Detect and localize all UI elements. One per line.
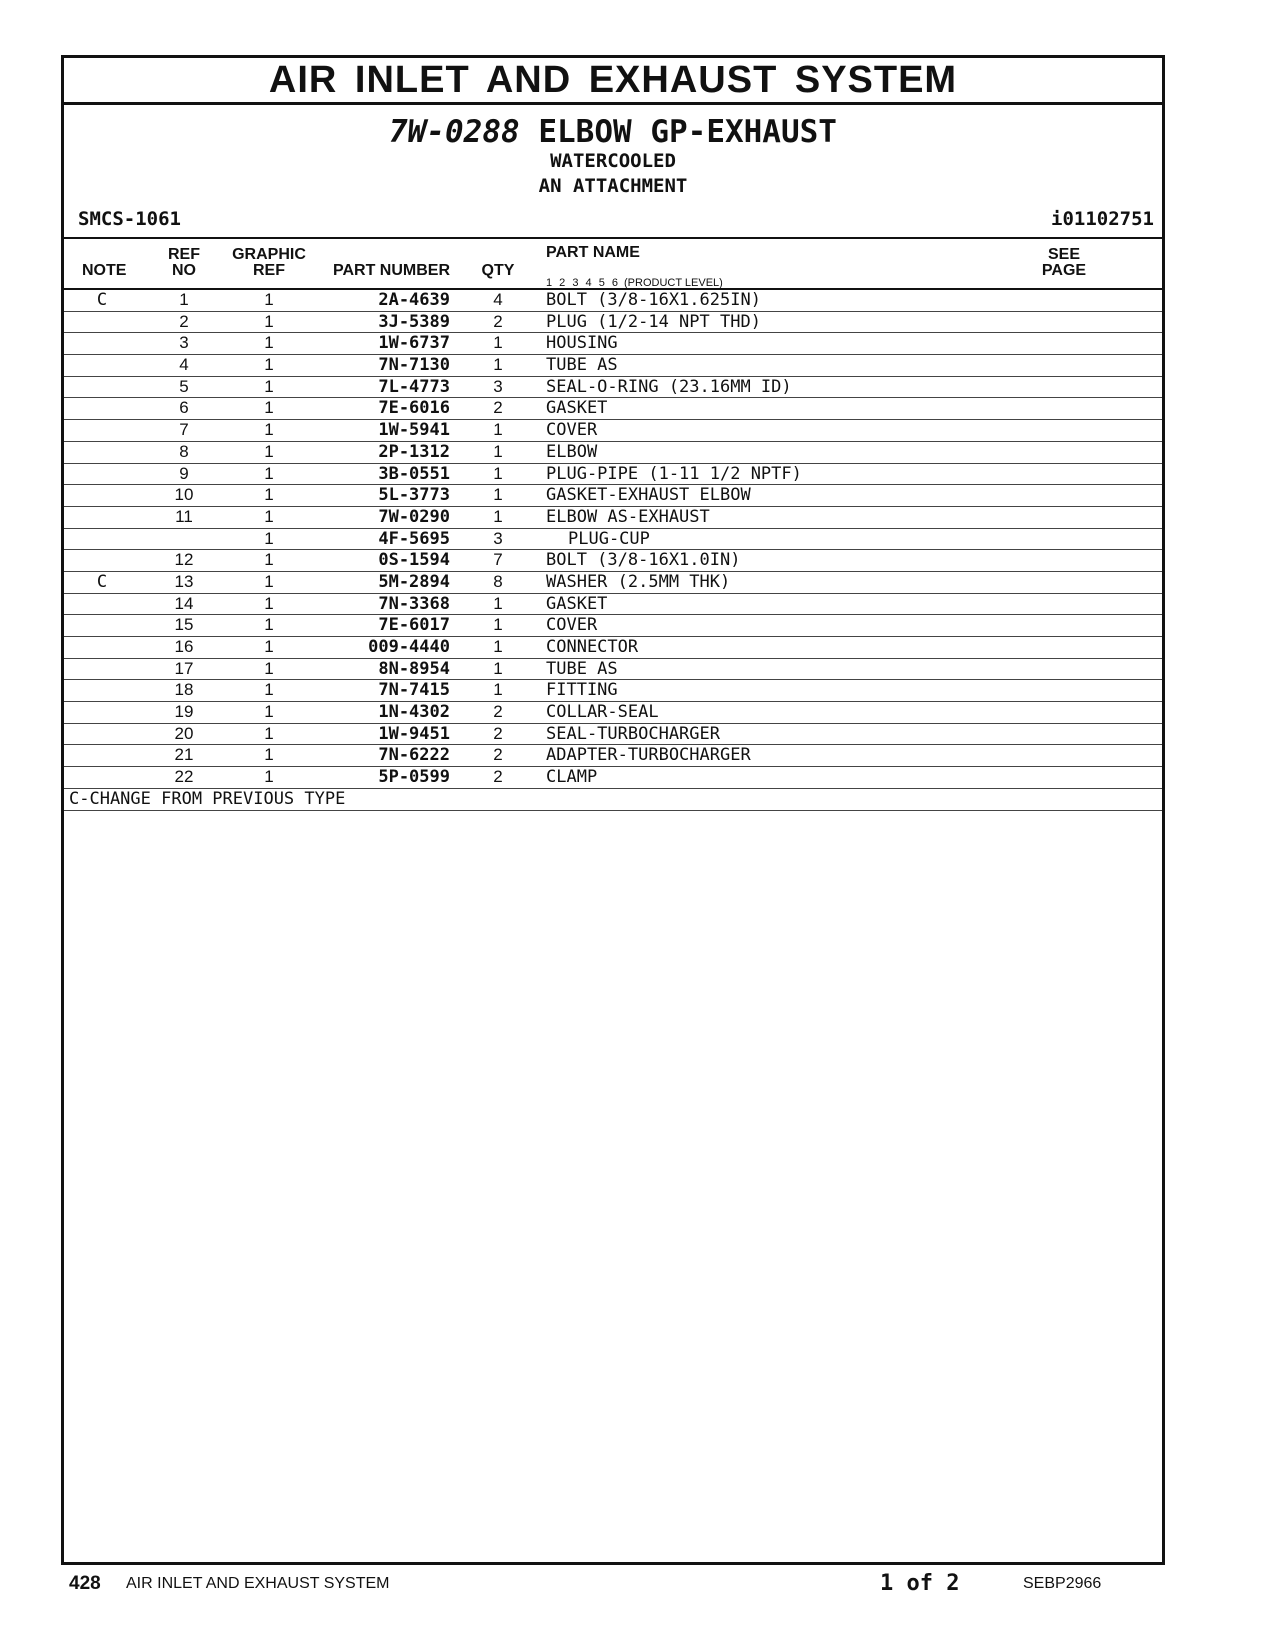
group-number: 7W-0288 — [389, 114, 520, 150]
cell-ref-no: 6 — [179, 398, 189, 418]
cell-graphic-ref: 1 — [264, 463, 274, 483]
col-note-header: NOTE — [82, 262, 127, 279]
cell-part-name: HOUSING — [546, 333, 618, 354]
group-title — [64, 115, 1162, 149]
cell-qty: 1 — [493, 420, 503, 440]
cell-part-number: 2A-4639 — [378, 290, 450, 310]
cell-graphic-ref: 1 — [264, 355, 274, 375]
cell-part-number: 009-4440 — [368, 637, 450, 657]
cell-part-name: GASKET — [546, 593, 608, 614]
table-row — [64, 745, 1162, 767]
cell-ref-no: 21 — [174, 745, 194, 765]
cell-part-number: 0S-1594 — [378, 550, 450, 571]
sheet-count: 1 of 2 — [880, 1571, 960, 1596]
cell-ref-no: 11 — [175, 506, 193, 526]
cell-part-number: 5M-2894 — [378, 571, 450, 592]
cell-qty: 3 — [493, 528, 503, 548]
cell-graphic-ref: 1 — [264, 376, 274, 396]
cell-part-name: BOLT (3/8-16X1.625IN) — [546, 290, 761, 310]
cell-part-name: ELBOW — [546, 441, 598, 462]
cell-note: C — [96, 290, 108, 310]
cell-qty: 2 — [493, 723, 503, 743]
cell-ref-no: 9 — [179, 463, 189, 483]
cell-part-number: 1N-4302 — [378, 702, 450, 723]
table-row — [64, 637, 1162, 659]
cell-part-number: 3J-5389 — [378, 311, 450, 332]
cell-part-number: 7L-4773 — [378, 376, 450, 397]
page-number: 428 — [69, 1573, 101, 1594]
cell-graphic-ref: 1 — [264, 333, 274, 353]
cell-qty: 1 — [493, 355, 503, 375]
cell-ref-no: 18 — [174, 680, 194, 700]
cell-part-name: PLUG-CUP — [568, 528, 650, 549]
cell-part-name: SEAL-TURBOCHARGER — [546, 723, 720, 744]
cell-ref-no: 7 — [179, 420, 189, 440]
cell-qty: 8 — [493, 571, 503, 591]
cell-part-number: 2P-1312 — [378, 441, 450, 462]
cell-ref-no: 5 — [179, 376, 189, 396]
product-level-numbers: 1 2 3 4 5 6 — [546, 277, 618, 289]
cell-ref-no: 16 — [174, 637, 194, 656]
parts-page-frame — [61, 55, 1165, 1565]
col-part-name-header: PART NAME — [546, 244, 640, 261]
note-legend: C-CHANGE FROM PREVIOUS TYPE — [69, 788, 346, 809]
parts-table-body — [64, 290, 1162, 811]
cell-part-number: 5L-3773 — [378, 485, 450, 506]
cell-part-name: TUBE AS — [546, 658, 618, 679]
cell-ref-no: 3 — [179, 333, 189, 353]
table-row — [64, 355, 1162, 377]
col-see-page-header-top: SEE — [1047, 246, 1080, 263]
cell-graphic-ref: 1 — [264, 767, 274, 787]
table-row — [64, 420, 1162, 442]
cell-part-number: 7E-6016 — [378, 398, 450, 419]
table-row — [64, 333, 1162, 355]
cell-part-number: 7N-3368 — [378, 593, 450, 614]
cell-part-number: 7E-6017 — [378, 615, 450, 636]
cell-part-name: GASKET-EXHAUST ELBOW — [546, 485, 751, 506]
cell-ref-no: 13 — [174, 571, 194, 591]
cell-part-name: WASHER (2.5MM THK) — [546, 571, 731, 592]
cell-graphic-ref: 1 — [264, 680, 274, 700]
cell-graphic-ref: 1 — [264, 311, 274, 331]
table-row — [64, 767, 1162, 789]
table-row — [64, 680, 1162, 702]
illustration-id: i01102751 — [1051, 208, 1154, 230]
cell-part-number: 4F-5695 — [378, 528, 450, 549]
subtitle-attachment: AN ATTACHMENT — [538, 175, 688, 197]
product-level-label: (PRODUCT LEVEL) — [624, 277, 723, 289]
cell-note: C — [96, 571, 108, 592]
cell-ref-no: 17 — [174, 658, 194, 678]
cell-qty: 2 — [493, 398, 503, 418]
table-row — [64, 702, 1162, 724]
cell-part-number: 5P-0599 — [378, 767, 450, 788]
cell-graphic-ref: 1 — [264, 593, 274, 613]
table-row — [64, 659, 1162, 681]
cell-qty: 1 — [493, 593, 503, 613]
col-graphic-header-bottom: REF — [253, 262, 285, 279]
cell-graphic-ref: 1 — [264, 528, 274, 548]
table-row — [64, 550, 1162, 572]
cell-graphic-ref: 1 — [264, 506, 274, 526]
group-name: ELBOW GP-EXHAUST — [538, 114, 837, 150]
cell-ref-no: 1 — [179, 290, 189, 309]
subtitle-watercooled: WATERCOOLED — [550, 150, 676, 172]
table-row — [64, 529, 1162, 551]
cell-graphic-ref: 1 — [264, 550, 274, 570]
table-row — [64, 464, 1162, 486]
cell-qty: 2 — [493, 702, 503, 722]
table-row — [64, 507, 1162, 529]
cell-ref-no: 19 — [174, 702, 194, 722]
cell-ref-no: 15 — [174, 615, 194, 635]
table-row — [64, 724, 1162, 746]
cell-part-number: 7N-7415 — [378, 680, 450, 701]
cell-graphic-ref: 1 — [264, 637, 274, 656]
cell-part-number: 7N-7130 — [378, 355, 450, 376]
cell-part-name: CONNECTOR — [546, 637, 639, 657]
document-number: SEBP2966 — [1023, 1575, 1102, 1592]
cell-graphic-ref: 1 — [264, 702, 274, 722]
section-title: AIR INLET AND EXHAUST SYSTEM — [64, 58, 1162, 105]
cell-part-name: PLUG (1/2-14 NPT THD) — [546, 311, 761, 332]
cell-part-name: BOLT (3/8-16X1.0IN) — [546, 550, 741, 571]
cell-part-name: COVER — [546, 420, 598, 441]
col-part-number-header: PART NUMBER — [332, 262, 450, 279]
cell-graphic-ref: 1 — [264, 745, 274, 765]
cell-part-number: 1W-5941 — [378, 420, 450, 441]
cell-qty: 2 — [493, 311, 503, 331]
cell-qty: 3 — [493, 376, 503, 396]
cell-part-name: TUBE AS — [546, 355, 618, 376]
cell-graphic-ref: 1 — [264, 485, 274, 505]
cell-part-number: 3B-0551 — [378, 463, 450, 484]
table-row — [64, 290, 1162, 312]
cell-ref-no: 10 — [174, 485, 194, 505]
cell-ref-no: 4 — [179, 355, 189, 375]
cell-ref-no: 12 — [174, 550, 194, 570]
table-row — [64, 615, 1162, 637]
cell-part-name: ELBOW AS-EXHAUST — [546, 506, 710, 527]
cell-part-name: ADAPTER-TURBOCHARGER — [546, 745, 751, 766]
cell-graphic-ref: 1 — [264, 420, 274, 440]
col-see-page-header-bottom: PAGE — [1041, 262, 1087, 279]
cell-part-name: SEAL-O-RING (23.16MM ID) — [546, 376, 792, 397]
cell-qty: 1 — [493, 441, 503, 461]
cell-part-name: FITTING — [546, 680, 618, 701]
cell-part-name: COLLAR-SEAL — [546, 702, 659, 723]
table-row — [64, 485, 1162, 507]
cell-qty: 1 — [493, 333, 503, 353]
cell-part-number: 7N-6222 — [378, 745, 450, 766]
product-level-scale — [546, 277, 723, 289]
cell-part-name: CLAMP — [546, 767, 598, 788]
cell-qty: 7 — [493, 550, 503, 570]
table-header — [64, 237, 1162, 290]
col-ref-header-bottom: NO — [172, 262, 196, 279]
cell-ref-no: 20 — [174, 723, 194, 743]
note-legend-row — [64, 789, 1162, 811]
cell-ref-no: 8 — [179, 441, 189, 461]
smcs-code: SMCS-1061 — [78, 208, 181, 230]
cell-qty: 1 — [493, 637, 503, 656]
cell-part-name: PLUG-PIPE (1-11 1/2 NPTF) — [546, 463, 802, 484]
table-row — [64, 594, 1162, 616]
cell-graphic-ref: 1 — [264, 615, 274, 635]
cell-part-name: GASKET — [546, 398, 608, 419]
footer-title: AIR INLET AND EXHAUST SYSTEM — [126, 1575, 390, 1592]
cell-qty: 1 — [493, 658, 503, 678]
cell-ref-no: 14 — [174, 593, 194, 613]
cell-qty: 1 — [493, 615, 503, 635]
table-row — [64, 398, 1162, 420]
col-ref-header-top: REF — [168, 246, 200, 263]
cell-qty: 1 — [493, 506, 503, 526]
cell-graphic-ref: 1 — [264, 398, 274, 418]
cell-ref-no: 22 — [174, 767, 194, 787]
col-qty-header: QTY — [481, 262, 515, 279]
cell-part-number: 7W-0290 — [378, 506, 450, 527]
col-graphic-header-top: GRAPHIC — [232, 246, 306, 263]
cell-graphic-ref: 1 — [264, 571, 274, 591]
cell-graphic-ref: 1 — [264, 658, 274, 678]
table-row — [64, 572, 1162, 594]
table-row — [64, 312, 1162, 334]
cell-graphic-ref: 1 — [264, 441, 274, 461]
cell-part-name: COVER — [546, 615, 598, 636]
table-row — [64, 377, 1162, 399]
cell-ref-no: 2 — [179, 311, 189, 331]
table-row — [64, 442, 1162, 464]
cell-graphic-ref: 1 — [264, 290, 274, 309]
cell-qty: 1 — [493, 485, 503, 505]
cell-qty: 1 — [493, 680, 503, 700]
cell-part-number: 1W-6737 — [378, 333, 450, 354]
cell-qty: 2 — [493, 767, 503, 787]
cell-part-number: 1W-9451 — [378, 723, 450, 744]
cell-graphic-ref: 1 — [264, 723, 274, 743]
cell-qty: 4 — [493, 290, 503, 309]
cell-qty: 1 — [493, 463, 503, 483]
cell-part-number: 8N-8954 — [378, 658, 450, 679]
cell-qty: 2 — [493, 745, 503, 765]
